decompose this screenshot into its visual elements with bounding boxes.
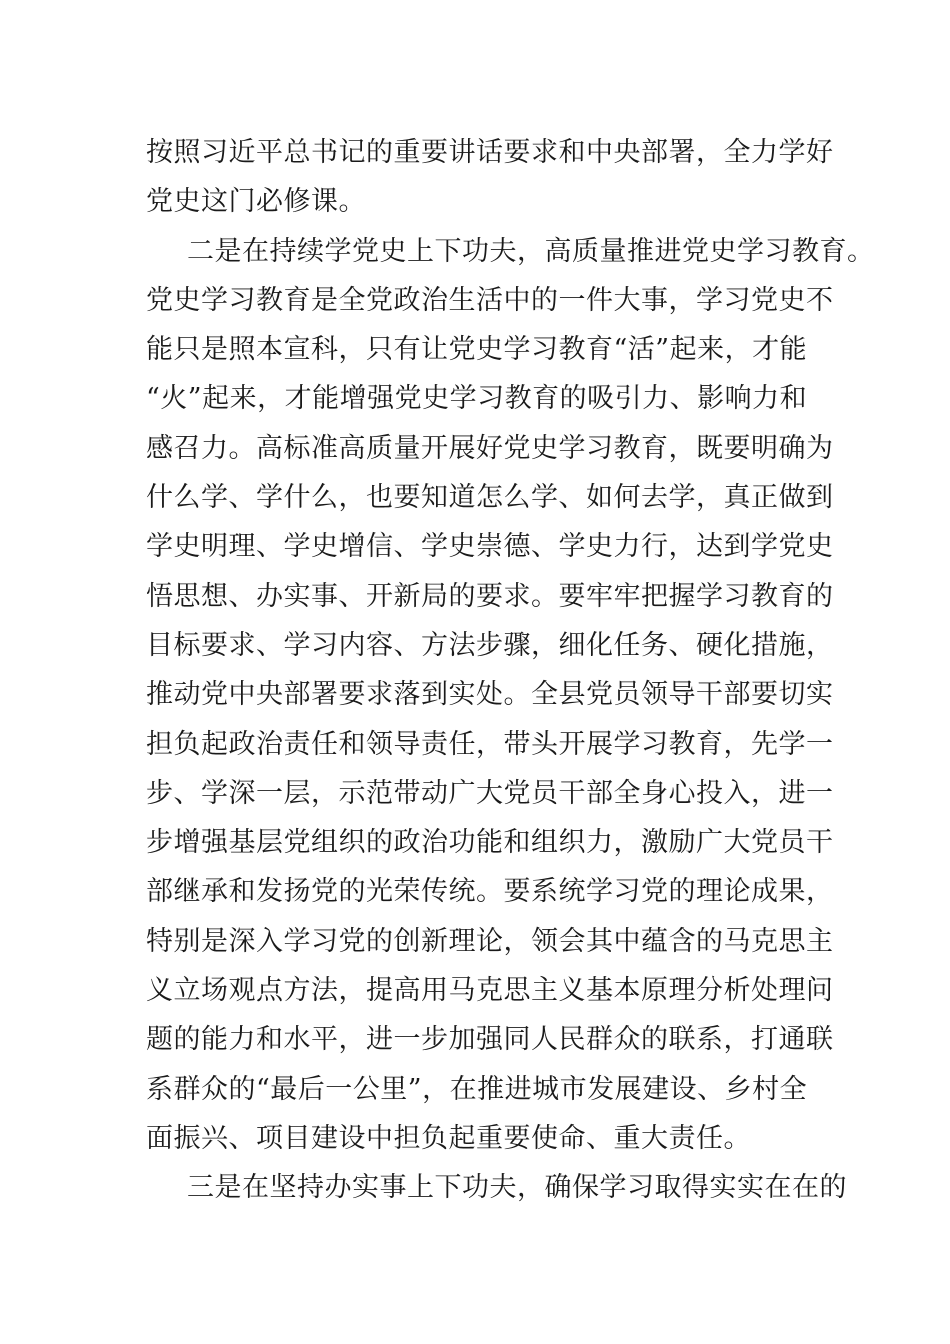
body-text [146, 128, 875, 1213]
text-line: 能只是照本宣科，只有让党史学习教育“活”起来，才能 [146, 334, 808, 366]
text-line: 什么学、学什么，也要知道怎么学、如何去学，真正做到 [146, 482, 834, 514]
text-line: 特别是深入学习党的创新理论，领会其中蕴含的马克思主 [146, 925, 834, 957]
text-line: 学史明理、学史增信、学史崇德、学史力行，达到学党史 [146, 531, 834, 563]
paragraph-start-line: 二是在持续学党史上下功夫，高质量推进党史学习教育。 [187, 235, 875, 267]
text-line: 面振兴、项目建设中担负起重要使命、重大责任。 [146, 1122, 751, 1154]
text-line: 按照习近平总书记的重要讲话要求和中央部署，全力学好 [146, 137, 834, 168]
text-line: 部继承和发扬党的光荣传统。要系统学习党的理论成果， [146, 876, 834, 908]
text-line: “火”起来，才能增强党史学习教育的吸引力、影响力和 [146, 383, 808, 415]
text-line: 义立场观点方法，提高用马克思主义基本原理分析处理问 [146, 975, 834, 1007]
text-line: 步增强基层党组织的政治功能和组织力，激励广大党员干 [146, 827, 834, 859]
paragraph-start-line: 三是在坚持办实事上下功夫，确保学习取得实实在在的 [187, 1172, 847, 1204]
text-line: 目标要求、学习内容、方法步骤，细化任务、硬化措施， [146, 629, 834, 661]
text-line: 步、学深一层，示范带动广大党员干部全身心投入，进一 [146, 777, 834, 809]
text-line: 担负起政治责任和领导责任，带头开展学习教育，先学一 [146, 728, 834, 760]
text-line: 感召力。高标准高质量开展好党史学习教育，既要明确为 [146, 432, 834, 464]
text-line: 悟思想、办实事、开新局的要求。要牢牢把握学习教育的 [146, 580, 834, 612]
text-line: 题的能力和水平，进一步加强同人民群众的联系，打通联 [146, 1024, 834, 1056]
text-line: 系群众的“最后一公里”，在推进城市发展建设、乡村全 [146, 1073, 808, 1105]
text-line: 推动党中央部署要求落到实处。全县党员领导干部要切实 [146, 679, 834, 711]
text-line: 党史这门必修课。 [146, 186, 366, 218]
text-line: 党史学习教育是全党政治生活中的一件大事，学习党史不 [146, 284, 834, 316]
